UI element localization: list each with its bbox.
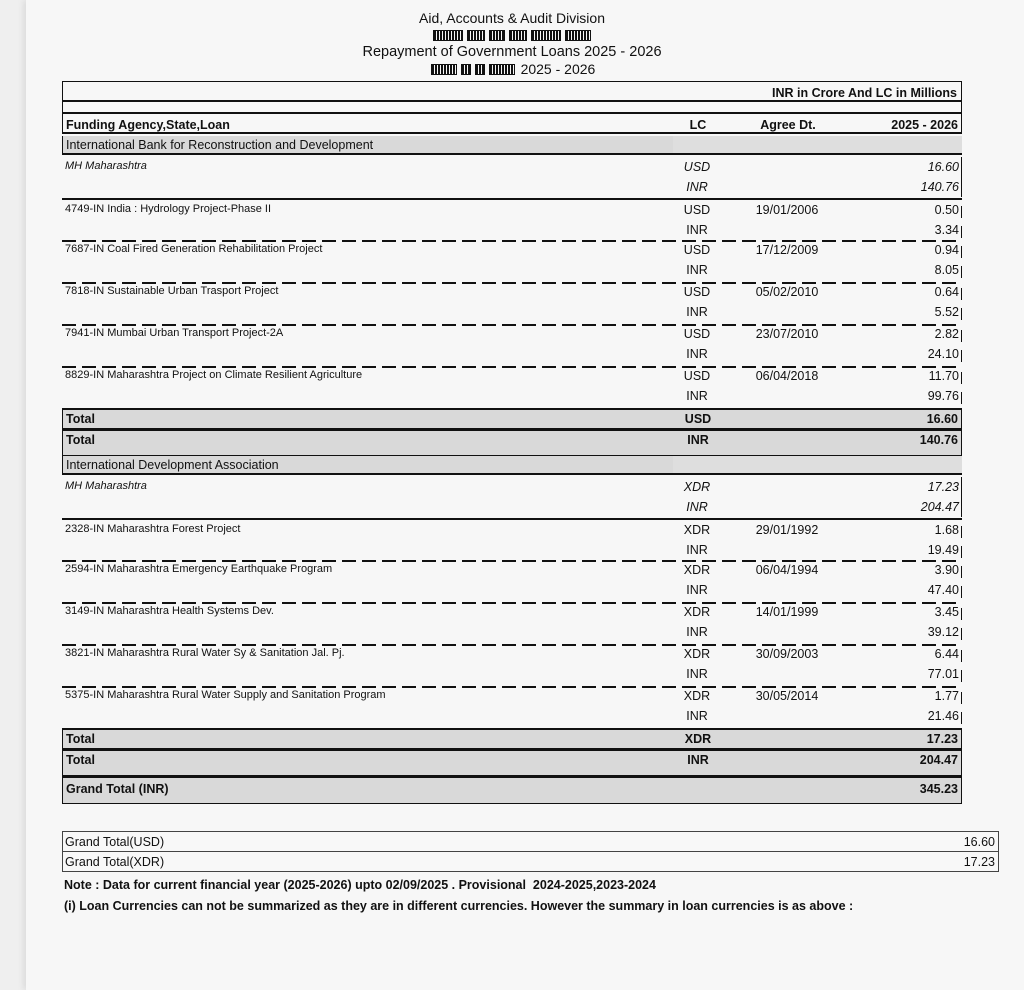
agency-name: International Development Association — [66, 458, 279, 472]
agency-header-row — [62, 456, 962, 475]
border-tick — [961, 628, 962, 640]
report-title-hindi — [0, 61, 1024, 78]
shade — [673, 456, 962, 473]
loan-lc-value: 2.82 — [934, 327, 959, 341]
border-tick — [961, 692, 962, 704]
loan-agree-date: 05/02/2010 — [755, 285, 819, 299]
division-title-hindi — [0, 27, 1024, 44]
loan-lc-value: 0.94 — [934, 243, 959, 257]
total-row — [62, 429, 962, 456]
loan-agree-date: 06/04/1994 — [755, 563, 819, 577]
loan-lc-value: 6.44 — [934, 647, 959, 661]
hindi-year: 2025 - 2026 — [520, 61, 596, 77]
loan-lc-value: 11.70 — [928, 369, 959, 383]
state-row — [62, 157, 962, 197]
state-inr-code: INR — [686, 180, 708, 194]
loan-lc-value: 1.77 — [934, 689, 959, 703]
loan-row — [62, 686, 962, 728]
loan-lc-code: USD — [683, 327, 711, 341]
loan-lc-value: 3.45 — [934, 605, 959, 619]
loan-lc-code: XDR — [683, 647, 711, 661]
loan-inr-code: INR — [686, 583, 708, 597]
loan-inr-value: 24.10 — [927, 347, 959, 361]
loan-lc-value: 1.68 — [934, 523, 959, 537]
total-row — [62, 408, 962, 429]
loan-lc-code: USD — [683, 369, 711, 383]
loan-inr-value: 39.12 — [927, 625, 959, 639]
state-name: MH Maharashtra — [65, 160, 147, 172]
loan-row — [62, 240, 962, 282]
report-title: Repayment of Government Loans 2025 - 2026 — [362, 44, 662, 60]
loan-agree-date: 14/01/1999 — [755, 605, 819, 619]
border-tick — [961, 586, 962, 598]
loan-lc-code: USD — [683, 243, 711, 257]
total-value: 140.76 — [919, 433, 958, 447]
state-lc-value: 17.23 — [927, 480, 959, 494]
loan-lc-value: 0.64 — [934, 285, 959, 299]
border-tick — [961, 246, 962, 258]
loan-row — [62, 560, 962, 602]
loan-row — [62, 366, 962, 408]
loan-inr-value: 8.05 — [934, 263, 959, 277]
loan-row — [62, 282, 962, 324]
border-tick — [961, 392, 962, 404]
loan-name: 3821-IN Maharashtra Rural Water Sy & Sanitation Jal. Pj. — [65, 647, 345, 659]
col-header-year: 2025 - 2026 — [891, 118, 958, 132]
border-tick — [961, 546, 962, 558]
division-title: Aid, Accounts & Audit Division — [419, 10, 605, 26]
note-line: (i) Loan Currencies can not be summarized as they are in different currencies. However the summary in loan currencies is as above : — [64, 899, 854, 913]
total-row — [62, 749, 962, 776]
loan-name: 5375-IN Maharashtra Rural Water Supply and Sanitation Program — [65, 689, 386, 701]
loan-row — [62, 198, 962, 240]
state-inr-value: 140.76 — [920, 180, 959, 194]
grand-total-row — [62, 776, 962, 804]
loan-inr-value: 47.40 — [927, 583, 959, 597]
loan-inr-value: 19.49 — [927, 543, 959, 557]
border-tick — [961, 350, 962, 362]
state-lc-code: USD — [683, 160, 711, 174]
loan-inr-value: 3.34 — [934, 223, 959, 237]
shade — [673, 136, 962, 153]
border-tick — [961, 650, 962, 662]
loan-agree-date: 06/04/2018 — [755, 369, 819, 383]
loan-inr-value: 77.01 — [927, 667, 959, 681]
state-inr-code: INR — [686, 500, 708, 514]
loan-name: 4749-IN India : Hydrology Project-Phase II — [65, 203, 272, 215]
loan-inr-code: INR — [686, 305, 708, 319]
col-header-agree-dt: Agree Dt. — [760, 118, 816, 132]
loan-agree-date: 30/05/2014 — [755, 689, 819, 703]
total-label: Total — [66, 753, 95, 767]
loan-inr-code: INR — [686, 543, 708, 557]
agency-name: International Bank for Reconstruction and Development — [66, 138, 374, 152]
border-tick — [961, 566, 962, 578]
loan-name: 7687-IN Coal Fired Generation Rehabilitation Project — [65, 243, 323, 255]
grand-total-value: 345.23 — [919, 782, 958, 796]
loan-inr-value: 99.76 — [927, 389, 959, 403]
total-value: 16.60 — [926, 412, 958, 426]
loan-lc-code: USD — [683, 203, 711, 217]
unrendered-glyphs — [429, 61, 517, 78]
loan-name: 2328-IN Maharashtra Forest Project — [65, 523, 241, 535]
loan-inr-code: INR — [686, 667, 708, 681]
border-tick — [961, 608, 962, 620]
loan-inr-code: INR — [686, 263, 708, 277]
loan-inr-value: 21.46 — [927, 709, 959, 723]
loan-inr-code: INR — [686, 223, 708, 237]
loan-agree-date: 19/01/2006 — [755, 203, 819, 217]
loan-name: 7818-IN Sustainable Urban Trasport Project — [65, 285, 279, 297]
loan-lc-value: 3.90 — [934, 563, 959, 577]
summary-row-xdr — [62, 851, 999, 872]
unit-note: INR in Crore And LC in Millions — [62, 81, 962, 102]
col-header-name: Funding Agency,State,Loan — [66, 118, 230, 132]
loan-inr-code: INR — [686, 389, 708, 403]
loan-lc-code: USD — [683, 285, 711, 299]
state-lc-value: 16.60 — [927, 160, 959, 174]
summary-label: Grand Total(XDR) — [65, 855, 165, 869]
loan-agree-date: 23/07/2010 — [755, 327, 819, 341]
total-label: Total — [66, 433, 95, 447]
loan-lc-value: 0.50 — [934, 203, 959, 217]
border-tick — [961, 206, 962, 218]
loan-agree-date: 30/09/2003 — [755, 647, 819, 661]
unrendered-glyphs — [431, 27, 593, 44]
loan-lc-code: XDR — [683, 563, 711, 577]
border-tick — [961, 712, 962, 724]
total-label: Total — [66, 412, 95, 426]
border — [961, 157, 962, 197]
border-tick — [961, 526, 962, 538]
loan-lc-code: XDR — [683, 689, 711, 703]
spacer-row — [62, 102, 962, 114]
agency-header-row — [62, 136, 962, 155]
loan-row — [62, 602, 962, 644]
total-label: Total — [66, 732, 95, 746]
loan-name: 2594-IN Maharashtra Emergency Earthquake Program — [65, 563, 333, 575]
loan-lc-code: XDR — [683, 605, 711, 619]
loan-inr-value: 5.52 — [934, 305, 959, 319]
loan-agree-date: 17/12/2009 — [755, 243, 819, 257]
summary-label: Grand Total(USD) — [65, 835, 165, 849]
state-inr-value: 204.47 — [920, 500, 959, 514]
border-tick — [961, 266, 962, 278]
column-header-row — [62, 114, 962, 134]
state-lc-code: XDR — [683, 480, 711, 494]
total-lc-code: INR — [687, 753, 709, 767]
total-lc-code: XDR — [684, 732, 712, 746]
grand-total-label: Grand Total (INR) — [66, 782, 169, 796]
total-value: 17.23 — [926, 732, 958, 746]
loan-inr-code: INR — [686, 709, 708, 723]
state-name: MH Maharashtra — [65, 480, 147, 492]
loan-row — [62, 644, 962, 686]
border-tick — [961, 372, 962, 384]
col-header-lc: LC — [689, 118, 707, 132]
loan-name: 7941-IN Mumbai Urban Transport Project-2A — [65, 327, 284, 339]
loan-row — [62, 518, 962, 560]
loan-inr-code: INR — [686, 347, 708, 361]
summary-value: 17.23 — [963, 855, 995, 869]
loan-lc-code: XDR — [683, 523, 711, 537]
total-row — [62, 728, 962, 749]
total-lc-code: INR — [687, 433, 709, 447]
total-lc-code: USD — [684, 412, 712, 426]
state-row — [62, 477, 962, 517]
total-value: 204.47 — [919, 753, 958, 767]
border-tick — [961, 288, 962, 300]
loan-name: 8829-IN Maharashtra Project on Climate Resilient Agriculture — [65, 369, 363, 381]
border-tick — [961, 670, 962, 682]
loan-row — [62, 324, 962, 366]
border — [961, 477, 962, 517]
border-tick — [961, 226, 962, 238]
summary-value: 16.60 — [963, 835, 995, 849]
border-tick — [961, 308, 962, 320]
loan-agree-date: 29/01/1992 — [755, 523, 819, 537]
border-tick — [961, 330, 962, 342]
loan-name: 3149-IN Maharashtra Health Systems Dev. — [65, 605, 274, 617]
loan-inr-code: INR — [686, 625, 708, 639]
note-line: Note : Data for current financial year (2025-2026) upto 02/09/2025 . Provisional 2024-2025,2023-2024 — [64, 878, 656, 892]
summary-row-usd — [62, 831, 999, 852]
